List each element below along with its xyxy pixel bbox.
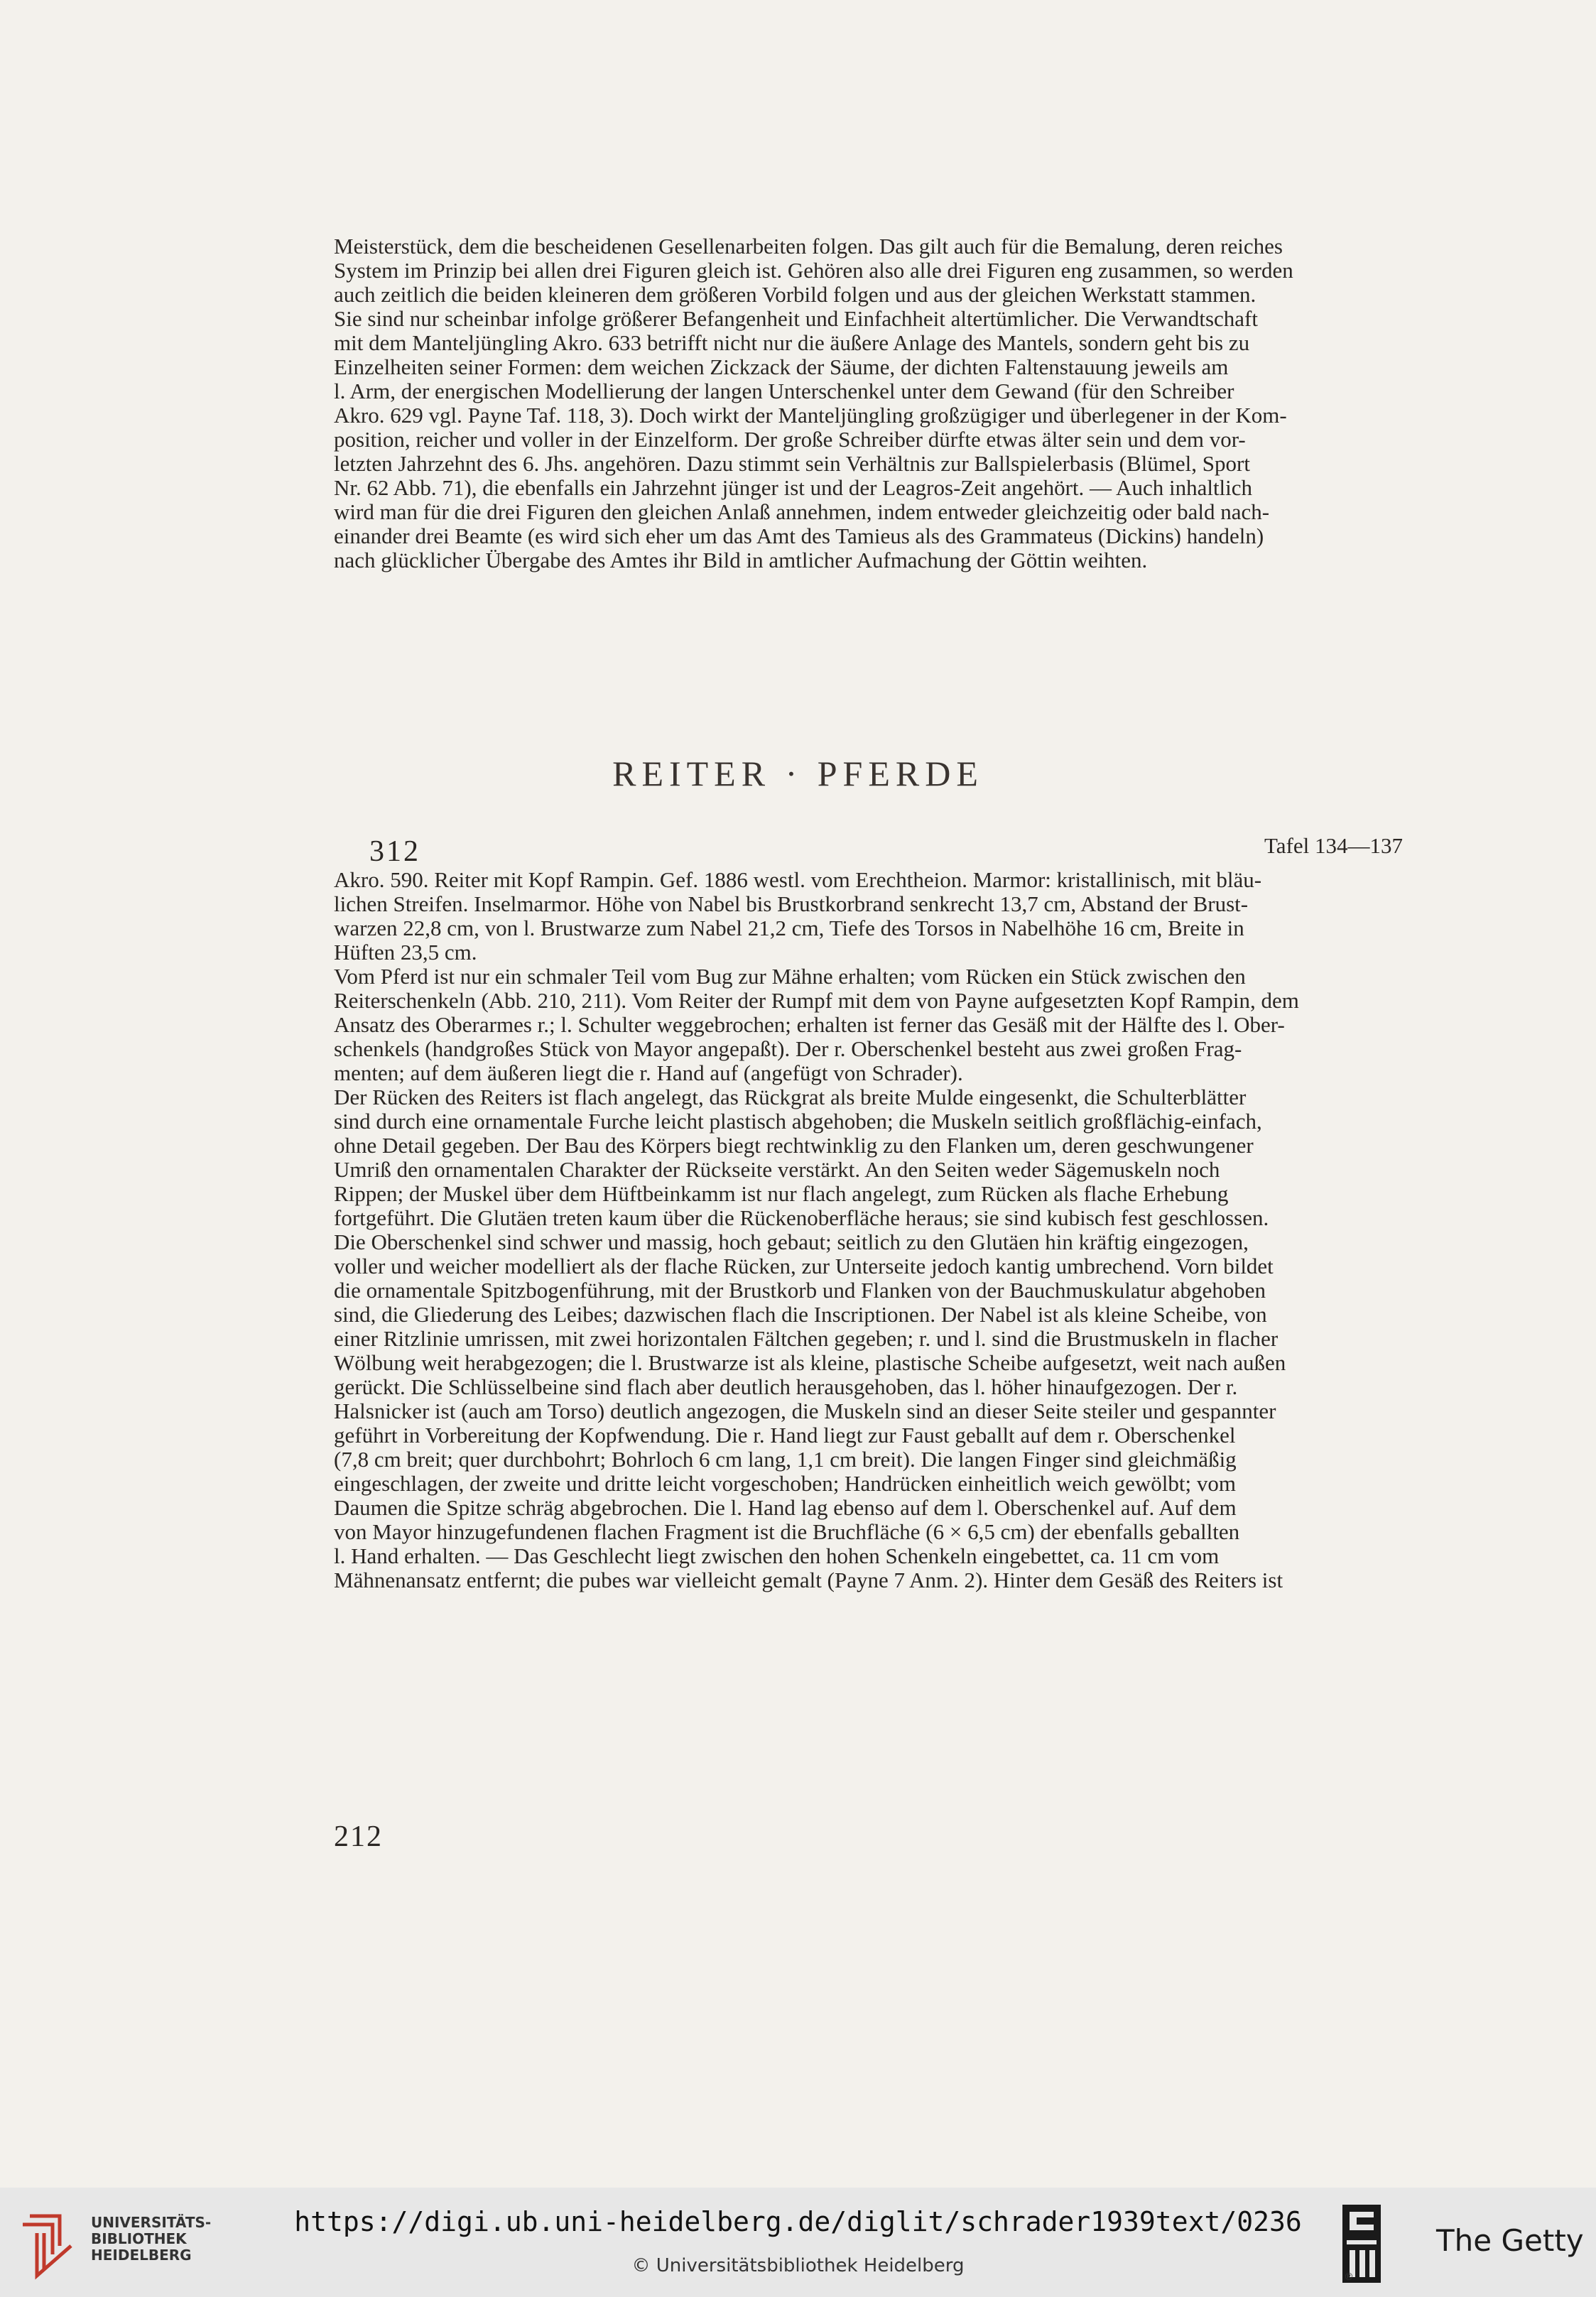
paragraph-top: Meisterstück, dem die bescheidenen Gesellenarbeiten folgen. Das gilt auch für die Bemalung, deren reiches System im Prinzip bei allen drei Figuren gleich ist. Gehören also alle drei Figuren eng zusammen, so werden auch zeitlich die beiden kleineren dem größeren Vorbild folgen und aus der gleichen Werkstatt stammen. Sie sind nur scheinbar infolge größerer Befangenheit und Einfachheit altertümlicher. Die Verwandtschaft mit dem Manteljüngling Akro. 633 betrifft nicht nur die äußere Anlage des Mantels, sondern geht bis zu Einzelheiten seiner Formen: dem weichen Zickzack der Säume, der dichten Faltenstauung jeweils am l. Arm, der energischen Modellierung der langen Unterschenkel unter dem Gewand (für den Schreiber Akro. 629 vgl. Payne Taf. 118, 3). Doch wirkt der Manteljüngling großzügiger und überlegener in der Kom- position, reicher und voller in der Einzelform. Der große Schreiber dürfte etwas älter sein und dem vor- letzten Jahrzehnt des 6. Jhs. angehören. Dazu stimmt sein Verhältnis zur Ballspielerbasis (Blümel, Sport Nr. 62 Abb. 71), die ebenfalls ein Jahrzehnt jünger ist und der Leagros-Zeit angehört. — Auch inhaltlich wird man für die drei Figuren den gleichen Anlaß annehmen, indem entweder gleichzeitig oder bald nach- einander drei Beamte (es wird sich eher um das Amt des Tamieus als des Grammateus (Dickins) handeln) nach glücklicher Übergabe des Amtes ihr Bild in amtlicher Aufmachung der Göttin weihten. [334, 234, 1293, 572]
page-number: 212 [334, 1820, 383, 1853]
getty-name[interactable]: The Getty [1436, 2223, 1584, 2258]
library-name: UNIVERSITÄTS- BIBLIOTHEK HEIDELBERG [91, 2214, 212, 2264]
section-heading: REITER · PFERDE [612, 754, 984, 793]
plate-reference: Tafel 134—137 [1264, 833, 1403, 858]
viewer-footer [0, 2188, 1596, 2297]
permalink-url[interactable]: https://digi.ub.uni-heidelberg.de/diglit/schrader1939text/0236 [294, 2206, 1302, 2237]
registered-mark: ® [1344, 2271, 1354, 2283]
entry-number: 312 [369, 835, 420, 868]
entry-text: Akro. 590. Reiter mit Kopf Rampin. Gef. 1886 westl. vom Erechtheion. Marmor: kristallinisch, mit bläu- lichen Streifen. Inselmarmor. Höhe von Nabel bis Brustkorbrand senkrecht 13,7 cm, Abstand der Brust- warzen 22,8 cm, von l. Brustwarze zum Nabel 21,2 cm, Tiefe des Torsos in Nabelhöhe 16 cm, Breite in Hüften 23,5 cm. Vom Pferd ist nur ein schmaler Teil vom Bug zur Mähne erhalten; vom Rücken ein Stück zwischen den Reiterschenkeln (Abb. 210, 211). Vom Reiter der Rumpf mit dem von Payne aufgesetzten Kopf Rampin, dem Ansatz des Oberarmes r.; l. Schulter weggebrochen; erhalten ist ferner das Gesäß mit der Hälfte des l. Ober- schenkels (handgroßes Stück von Mayor angepaßt). Der r. Oberschenkel besteht aus zwei großen Frag- menten; auf dem äußeren liegt die r. Hand auf (angefügt von Schrader). Der Rücken des Reiters ist flach angelegt, das Rückgrat als breite Mulde eingesenkt, die Schulterblätter sind durch eine ornamentale Furche leicht plastisch abgehoben; die Muskeln seitlich großflächig-einfach, ohne Detail gegeben. Der Bau des Körpers biegt rechtwinklig zu den Flanken um, deren geschwungener Umriß den ornamentalen Charakter der Rückseite verstärkt. An den Seiten weder Sägemuskeln noch Rippen; der Muskel über dem Hüftbeinkamm ist nur flach angelegt, zum Rücken als flache Erhebung fortgeführt. Die Glutäen treten kaum über die Rückenoberfläche heraus; sie sind kubisch fest geschlossen. Die Oberschenkel sind schwer und massig, hoch gebaut; seitlich zu den Glutäen hin kräftig eingezogen, voller und weicher modelliert als der flache Rücken, zur Unterseite jedoch kantig umbrechend. Vorn bildet die ornamentale Spitzbogenführung, mit der Brustkorb und Flanken von der Bauchmuskulatur abgehoben sind, die Gliederung des Leibes; dazwischen flach die Inscriptionen. Der Nabel ist als kleine Scheibe, von einer Ritzlinie umrissen, mit zwei horizontalen Fältchen gegeben; r. und l. sind die Brustmuskeln in flacher Wölbung weit herabgezogen; die l. Brustwarze ist als kleine, plastische Scheibe aufgesetzt, weit nach außen gerückt. Die Schlüsselbeine sind flach aber deutlich herausgehoben, das l. höher hinaufgezogen. Der r. Halsnicker ist (auch am Torso) deutlich angezogen, die Muskeln sind an dieser Seite steiler und gespannter geführt in Vorbereitung der Kopfwendung. Die r. Hand liegt zur Faust geballt auf dem r. Oberschenkel (7,8 cm breit; quer durchbohrt; Bohrloch 6 cm lang, 1,1 cm breit). Die langen Finger sind gleichmäßig eingeschlagen, der zweite und dritte leicht vorgeschoben; Handrücken einheitlich weich gewölbt; vom Daumen die Spitze schräg abgebrochen. Die l. Hand lag ebenso auf dem l. Oberschenkel auf. Auf dem von Mayor hinzugefundenen flachen Fragment ist die Bruchfläche (6 × 6,5 cm) der ebenfalls geballten l. Hand erhalten. — Das Geschlecht liegt zwischen den hohen Schenkeln eingebettet, ca. 11 cm vom Mähnenansatz entfernt; die pubes war vielleicht gemalt (Payne 7 Anm. 2). Hinter dem Gesäß des Reiters ist [334, 867, 1299, 1592]
copyright-notice: © Universitätsbibliothek Heidelberg [631, 2255, 965, 2276]
